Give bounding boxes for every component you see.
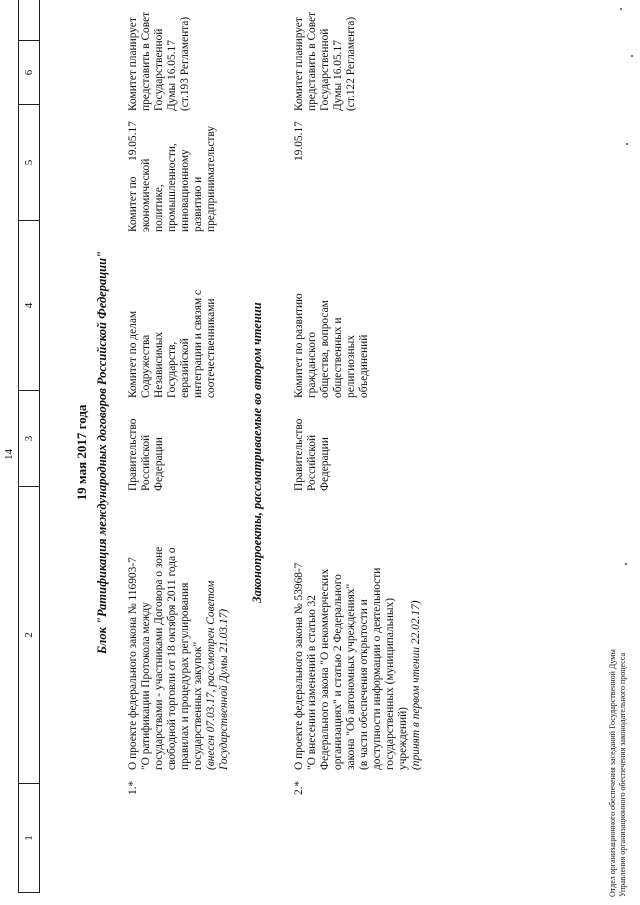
column-number: 5 — [19, 105, 40, 221]
bill-title-line: О проекте федерального закона № 53968-7 — [293, 562, 305, 770]
footer-line: Отдел организационного обеспечения заседаний Государственной Думы — [608, 649, 617, 897]
remark-line: (ст.193 Регламента) — [179, 16, 191, 111]
bill-title-line: государственных (муниципальных) — [384, 597, 396, 770]
footer — [608, 649, 628, 897]
remark-line: Думы 16.05.17 — [166, 40, 178, 111]
committee-line: Комитет по развитию — [293, 293, 305, 398]
remark-line: Государственной — [153, 28, 165, 111]
date-heading: 19 мая 2017 года — [74, 404, 89, 501]
committee-line: Содружества — [140, 334, 152, 398]
bill-title-line: доступности информации о деятельности — [371, 567, 383, 770]
remark-line: Комитет планирует — [127, 17, 139, 111]
co-executor-committee — [127, 126, 218, 232]
committee-line: соотечественниками — [205, 298, 217, 398]
responsible-committee — [127, 290, 218, 398]
bill-title-line: правилах и процедурах регулирования — [179, 582, 191, 770]
initiator-line: Российской — [306, 434, 318, 491]
bill-note-line: (внесен 07.03.17, рассмотрен Советом — [205, 580, 217, 770]
footer-line: Управления организационного обеспечения законодательного процесса — [618, 652, 627, 897]
remark-line: (ст.122 Регламента) — [345, 16, 357, 111]
bill-note-line: Государственной Думы 21.03.17) — [218, 608, 230, 770]
bill-title-line: (в части обеспечения открытости и — [358, 599, 370, 770]
bill-title-line: "О внесении изменений в статью 32 — [306, 595, 318, 770]
review-date: 19.05.17 — [127, 121, 139, 161]
committee-line: Независимых — [153, 331, 165, 398]
initiator-line: Федерации — [319, 437, 331, 491]
scan-speck — [620, 8, 622, 10]
column-number: 2 — [19, 487, 40, 784]
committee-line: Комитет по делам — [127, 310, 139, 398]
bill-title — [293, 563, 423, 771]
co-committee-line: Комитет по — [127, 176, 139, 232]
review-date: 19.05.17 — [293, 121, 305, 161]
committee-line: общественных и — [332, 317, 344, 398]
initiator-line: Правительство — [293, 418, 305, 491]
co-committee-line: промышленности, — [166, 143, 178, 232]
initiator-line: Федерации — [153, 437, 165, 491]
scan-speck — [626, 143, 628, 145]
remark-line: Государственной — [319, 28, 331, 111]
column-number: 4 — [19, 221, 40, 391]
co-committee-line: политике, — [153, 184, 165, 232]
column-number: 1 — [19, 784, 40, 893]
column-number: 3 — [19, 391, 40, 487]
block-heading: Блок "Ратификация международных договоров Российской Федерации" — [95, 251, 109, 655]
bill-note-line: (принят в первом чтении 22.02.17) — [410, 600, 422, 770]
bill-title-line: О проекте федерального закона № 116903-7 — [127, 557, 139, 770]
remark-line: представить в Совет — [140, 11, 152, 111]
column-number — [19, 0, 40, 41]
committee-line: Государств, — [166, 341, 178, 398]
remark — [127, 12, 192, 111]
second-reading-heading: Законопроекты, рассматриваемые во втором чтении — [250, 302, 264, 603]
bill-title-line: государственных закупок" — [192, 641, 204, 770]
remark — [293, 12, 358, 111]
column-number-header — [18, 0, 40, 893]
bill-title-line: свободной торговли от 18 октября 2011 года о — [166, 547, 178, 770]
co-committee-line: инновационному — [179, 149, 191, 232]
scan-speck — [625, 563, 627, 565]
committee-line: интеграции и связям с — [192, 289, 204, 398]
initiator — [127, 419, 166, 491]
committee-line: общества, вопросам — [319, 300, 331, 398]
row-number: 2.* — [293, 780, 305, 795]
responsible-committee — [293, 293, 371, 398]
committee-line: евразийской — [179, 338, 191, 398]
bill-title-line: Федерального закона "О некоммерческих — [319, 568, 331, 770]
remark-line: представить в Совет — [306, 11, 318, 111]
initiator — [293, 419, 332, 491]
row-number: 1.* — [127, 780, 139, 795]
bill-title — [127, 547, 231, 770]
committee-line: объединений — [358, 334, 370, 398]
initiator-line: Российской — [140, 434, 152, 491]
scan-speck — [631, 55, 633, 57]
bill-title-line: организациях" и статью 2 Федерального — [332, 574, 344, 770]
co-committee-line: предпринимательству — [205, 125, 217, 232]
bill-title-line: "О ратификации Протокола между — [140, 602, 152, 770]
bill-title-line: закона "Об автономных учреждениях" — [345, 583, 357, 770]
co-committee-line: развитию и — [192, 176, 204, 232]
initiator-line: Правительство — [127, 418, 139, 491]
page-number: 14 — [3, 449, 15, 460]
remark-line: Думы 16.05.17 — [332, 40, 344, 111]
co-committee-line: экономической — [140, 158, 152, 232]
remark-line: Комитет планирует — [293, 17, 305, 111]
committee-line: гражданского — [306, 331, 318, 398]
bill-title-line: государствами - участниками Договора о зоне — [153, 546, 165, 770]
bill-title-line: учреждений) — [397, 707, 409, 770]
committee-line: религиозных — [345, 335, 357, 398]
column-number: 6 — [19, 41, 40, 105]
